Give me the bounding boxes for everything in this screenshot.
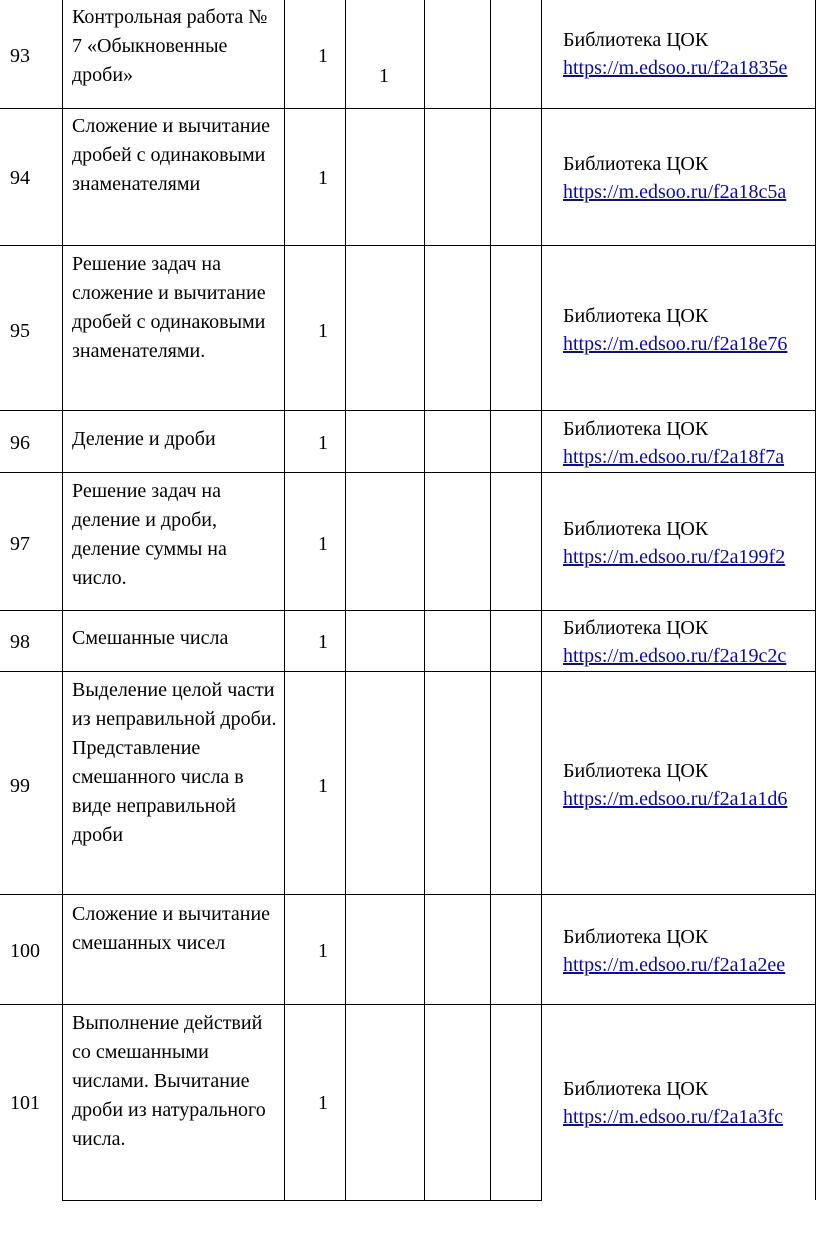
library-label: Библиотека ЦОК	[563, 153, 709, 175]
column-divider	[490, 0, 491, 1200]
resource-cell	[563, 515, 785, 571]
row-divider	[0, 108, 816, 109]
lesson-hours: 1	[318, 45, 328, 67]
column-divider	[62, 0, 63, 1200]
lesson-number: 95	[10, 320, 30, 342]
library-label: Библиотека ЦОК	[563, 518, 709, 540]
library-label: Библиотека ЦОК	[563, 418, 709, 440]
column-divider	[284, 0, 285, 1200]
resource-cell	[563, 26, 787, 82]
lesson-topic: Решение задач на сложение и вычитание дробей с одинаковыми знаменателями.	[72, 253, 266, 362]
row-divider	[0, 245, 816, 246]
resource-cell	[563, 150, 786, 206]
lesson-topic: Решение задач на деление и дроби, деление суммы на число.	[72, 480, 227, 589]
lesson-number: 93	[10, 45, 30, 67]
lesson-number: 97	[10, 533, 30, 555]
library-label: Библиотека ЦОК	[563, 1078, 709, 1100]
resource-link[interactable]: https://m.edsoo.ru/f2a1a3fc	[563, 1106, 783, 1128]
resource-link[interactable]: https://m.edsoo.ru/f2a1a2ee	[563, 954, 786, 976]
column-divider	[424, 0, 425, 1200]
resource-link[interactable]: https://m.edsoo.ru/f2a1a1d6	[563, 788, 788, 810]
resource-cell	[563, 614, 786, 670]
lesson-number: 99	[10, 775, 30, 797]
row-divider	[0, 894, 816, 895]
row-divider	[0, 410, 816, 411]
lesson-topic: Сложение и вычитание смешанных чисел	[72, 903, 271, 954]
row-divider	[0, 610, 816, 611]
lesson-hours: 1	[318, 533, 328, 555]
resource-cell	[563, 415, 784, 471]
lesson-number: 101	[10, 1092, 40, 1114]
resource-cell	[563, 757, 787, 813]
lesson-hours: 1	[318, 432, 328, 454]
lesson-topic: Выполнение действий со смешанными числами. Вычитание дроби из натурального числа.	[72, 1012, 266, 1150]
lesson-number: 94	[10, 167, 30, 189]
resource-link[interactable]: https://m.edsoo.ru/f2a199f2	[563, 546, 786, 568]
row-divider	[0, 472, 816, 473]
library-label: Библиотека ЦОК	[563, 760, 709, 782]
lesson-number: 98	[10, 631, 30, 653]
lesson-topic: Сложение и вычитание дробей с одинаковыми знаменателями	[72, 115, 271, 195]
resource-cell	[563, 923, 785, 979]
library-label: Библиотека ЦОК	[563, 29, 709, 51]
resource-link[interactable]: https://m.edsoo.ru/f2a1835e	[563, 57, 788, 79]
lesson-topic: Деление и дроби	[72, 428, 216, 450]
resource-link[interactable]: https://m.edsoo.ru/f2a18f7a	[563, 446, 785, 468]
resource-cell	[563, 1075, 783, 1131]
resource-link[interactable]: https://m.edsoo.ru/f2a18c5a	[563, 181, 787, 203]
library-label: Библиотека ЦОК	[563, 926, 709, 948]
resource-link[interactable]: https://m.edsoo.ru/f2a19c2c	[563, 645, 787, 667]
column-divider	[345, 0, 346, 1200]
library-label: Библиотека ЦОК	[563, 305, 709, 327]
library-label: Библиотека ЦОК	[563, 617, 709, 639]
row-divider	[0, 671, 816, 672]
lesson-hours: 1	[318, 320, 328, 342]
column-divider	[541, 0, 542, 1200]
table-bottom-border	[62, 1200, 542, 1201]
lesson-topic: Контрольная работа № 7 «Обыкновенные дроби»	[72, 6, 268, 86]
lesson-number: 96	[10, 432, 30, 454]
lesson-hours: 1	[318, 1092, 328, 1114]
lesson-hours: 1	[318, 940, 328, 962]
resource-link[interactable]: https://m.edsoo.ru/f2a18e76	[563, 333, 788, 355]
row-divider	[0, 1004, 816, 1005]
control-work-hours: 1	[379, 65, 389, 87]
lesson-number: 100	[10, 940, 40, 962]
resource-cell	[563, 302, 787, 358]
lesson-topic: Смешанные числа	[72, 627, 229, 649]
lesson-hours: 1	[318, 167, 328, 189]
lesson-hours: 1	[318, 775, 328, 797]
lesson-hours: 1	[318, 631, 328, 653]
lesson-topic: Выделение целой части из неправильной дроби. Представление смешанного числа в виде неправильной дроби	[72, 679, 277, 846]
